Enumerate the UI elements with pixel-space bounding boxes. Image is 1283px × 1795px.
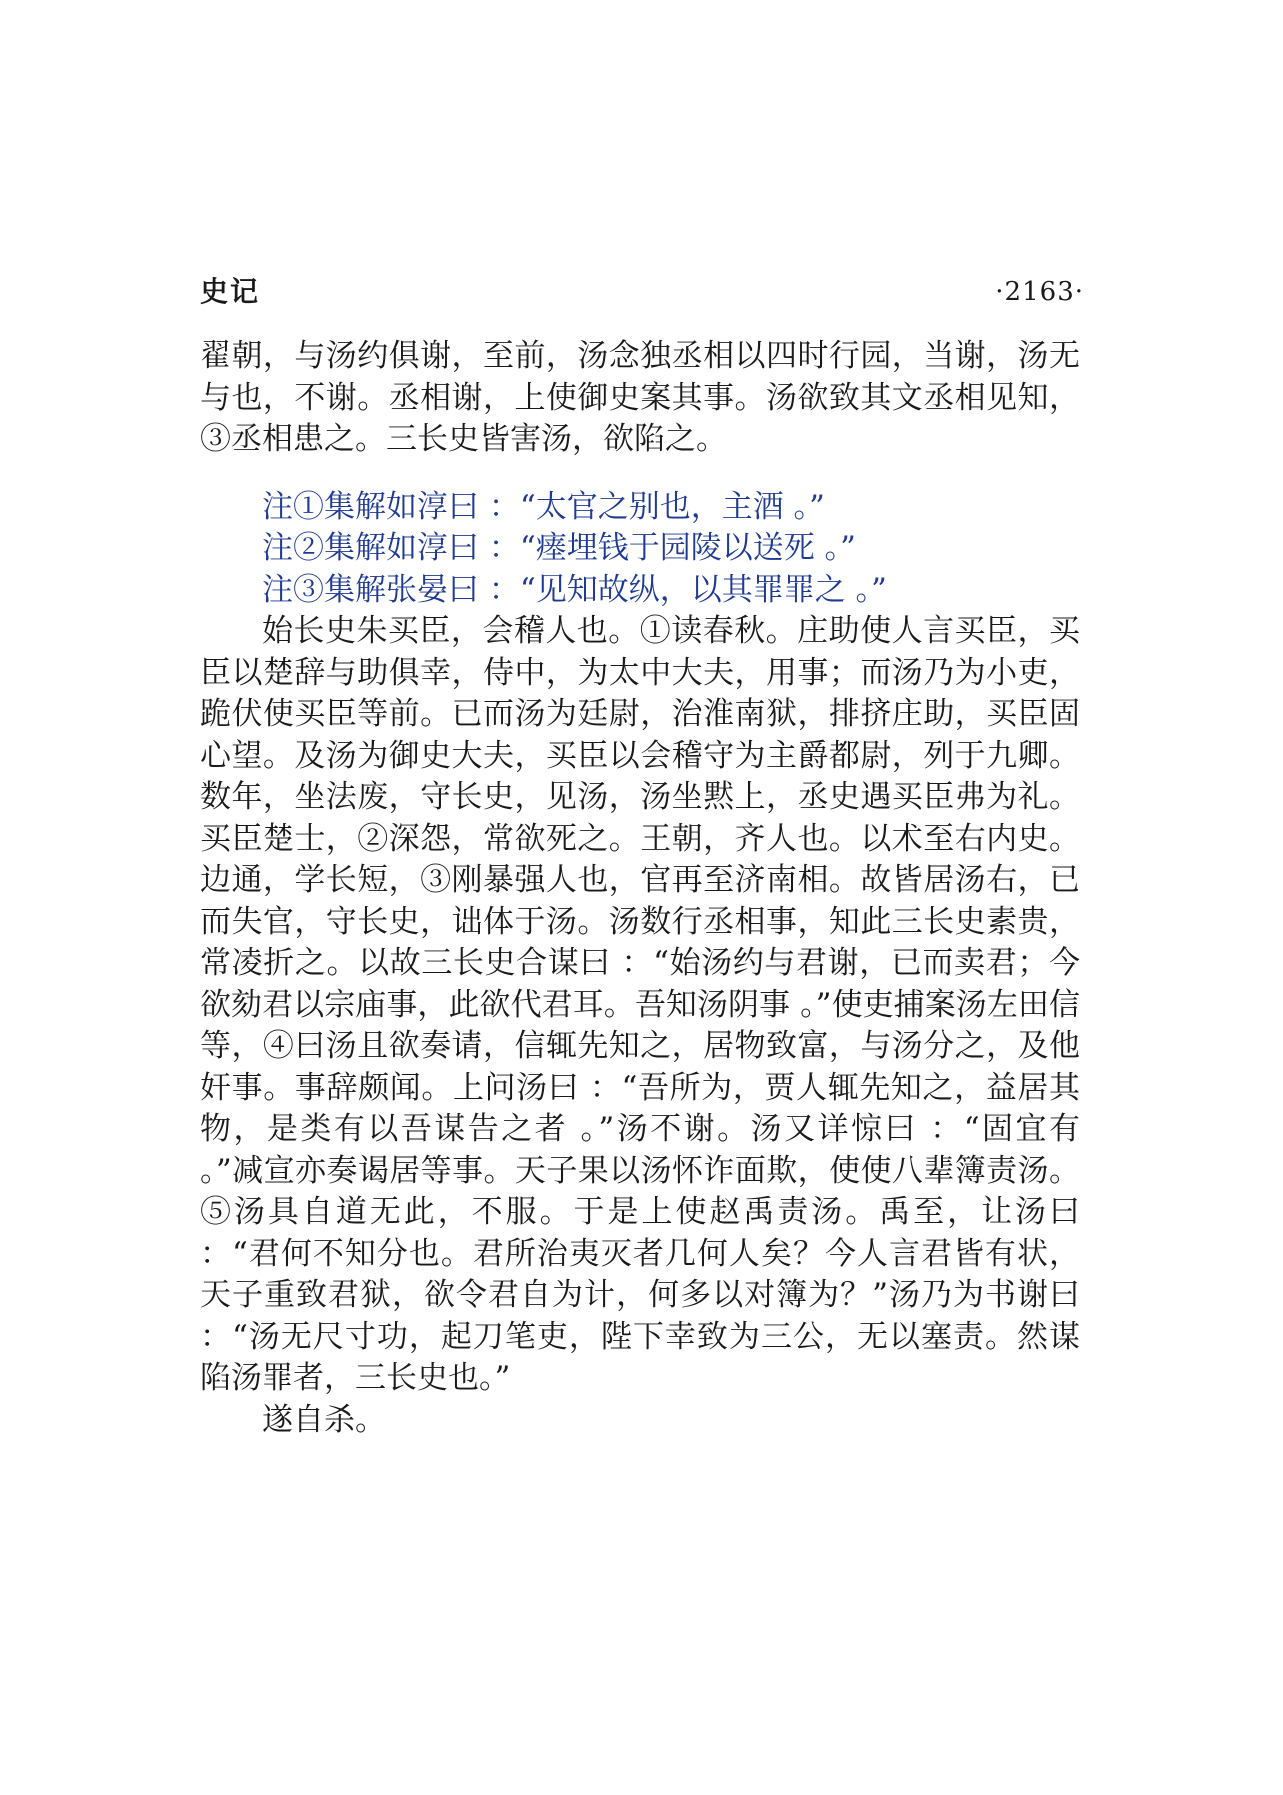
- note-2: 注②集解如淳曰 ：“瘗埋钱于园陵以送死 。”: [262, 530, 856, 566]
- paragraph-1: 翟朝，与汤约俱谢，至前，汤念独丞相以四时行园，当谢，汤无与也，不谢。丞相谢，上使御史案其事。汤欲致其文丞相见知，③丞相患之。三长史皆害汤，欲陷之。: [200, 338, 1080, 457]
- page-header: [200, 270, 1084, 314]
- page-number: ·2163·: [995, 277, 1084, 307]
- paragraph-3: 遂自杀。: [262, 1401, 386, 1438]
- note-3: 注③集解张晏曰 ：“见知故纵，以其罪罪之 。”: [262, 571, 887, 608]
- book-title: 史记: [200, 275, 261, 308]
- paragraph-2: 始长史朱买臣，会稽人也。①读春秋。庄助使人言买臣，买臣以楚辞与助俱幸，侍中，为太中大夫，用事；而汤乃为小吏，跪伏使买臣等前。已而汤为廷尉，治淮南狱，排挤庄助，买臣固心望。及汤为御史大夫，买臣以会稽守为主爵都尉，列于九卿。数年，坐法废，守长史，见汤，汤坐黙上，丞史遇买臣弗为礼。买臣楚士，②深怨，常欲死之。王朝，齐人也。以术至右内史。边通，学长短，③刚暴强人也，官再至济南相。故皆居汤右，已而失官，守长史，诎体于汤。汤数行丞相事，知此三长史素贵，常凌折之。以故三长史合谋曰 ：“始汤约与君谢，已而卖君；今欲劾君以宗庙事，此欲代君耳。吾知汤阴事 。”使吏捕案汤左田信等，④曰汤且欲奏请，信辄先知之，居物致富，与汤分之，及他奸事。事辞颇闻。上问汤曰 ：“吾所为，贾人辄先知之，益居其物，是类有以吾谋告之者 。”汤不谢。汤又详惊曰 ：“固宜有 。”减宣亦奏谒居等事。天子果以汤怀诈面欺，使使八辈簿责汤。⑤汤具自道无此，不服。于是上使赵禹责汤。禹至，让汤曰 ：“君何不知分也。君所治夷灭者几何人矣？今人言君皆有状，天子重致君狱，欲令君自为计，何多以对簿为？”汤乃为书谢曰 ：“汤无尺寸功，起刀笔吏，陛下幸致为三公，无以塞责。然谋陷汤罪者，三长史也。”: [200, 613, 1080, 1396]
- page: [200, 270, 1084, 1441]
- note-1: 注①集解如淳曰 ：“太官之别也，主酒 。”: [262, 488, 825, 525]
- annotation-notes: [200, 487, 1080, 612]
